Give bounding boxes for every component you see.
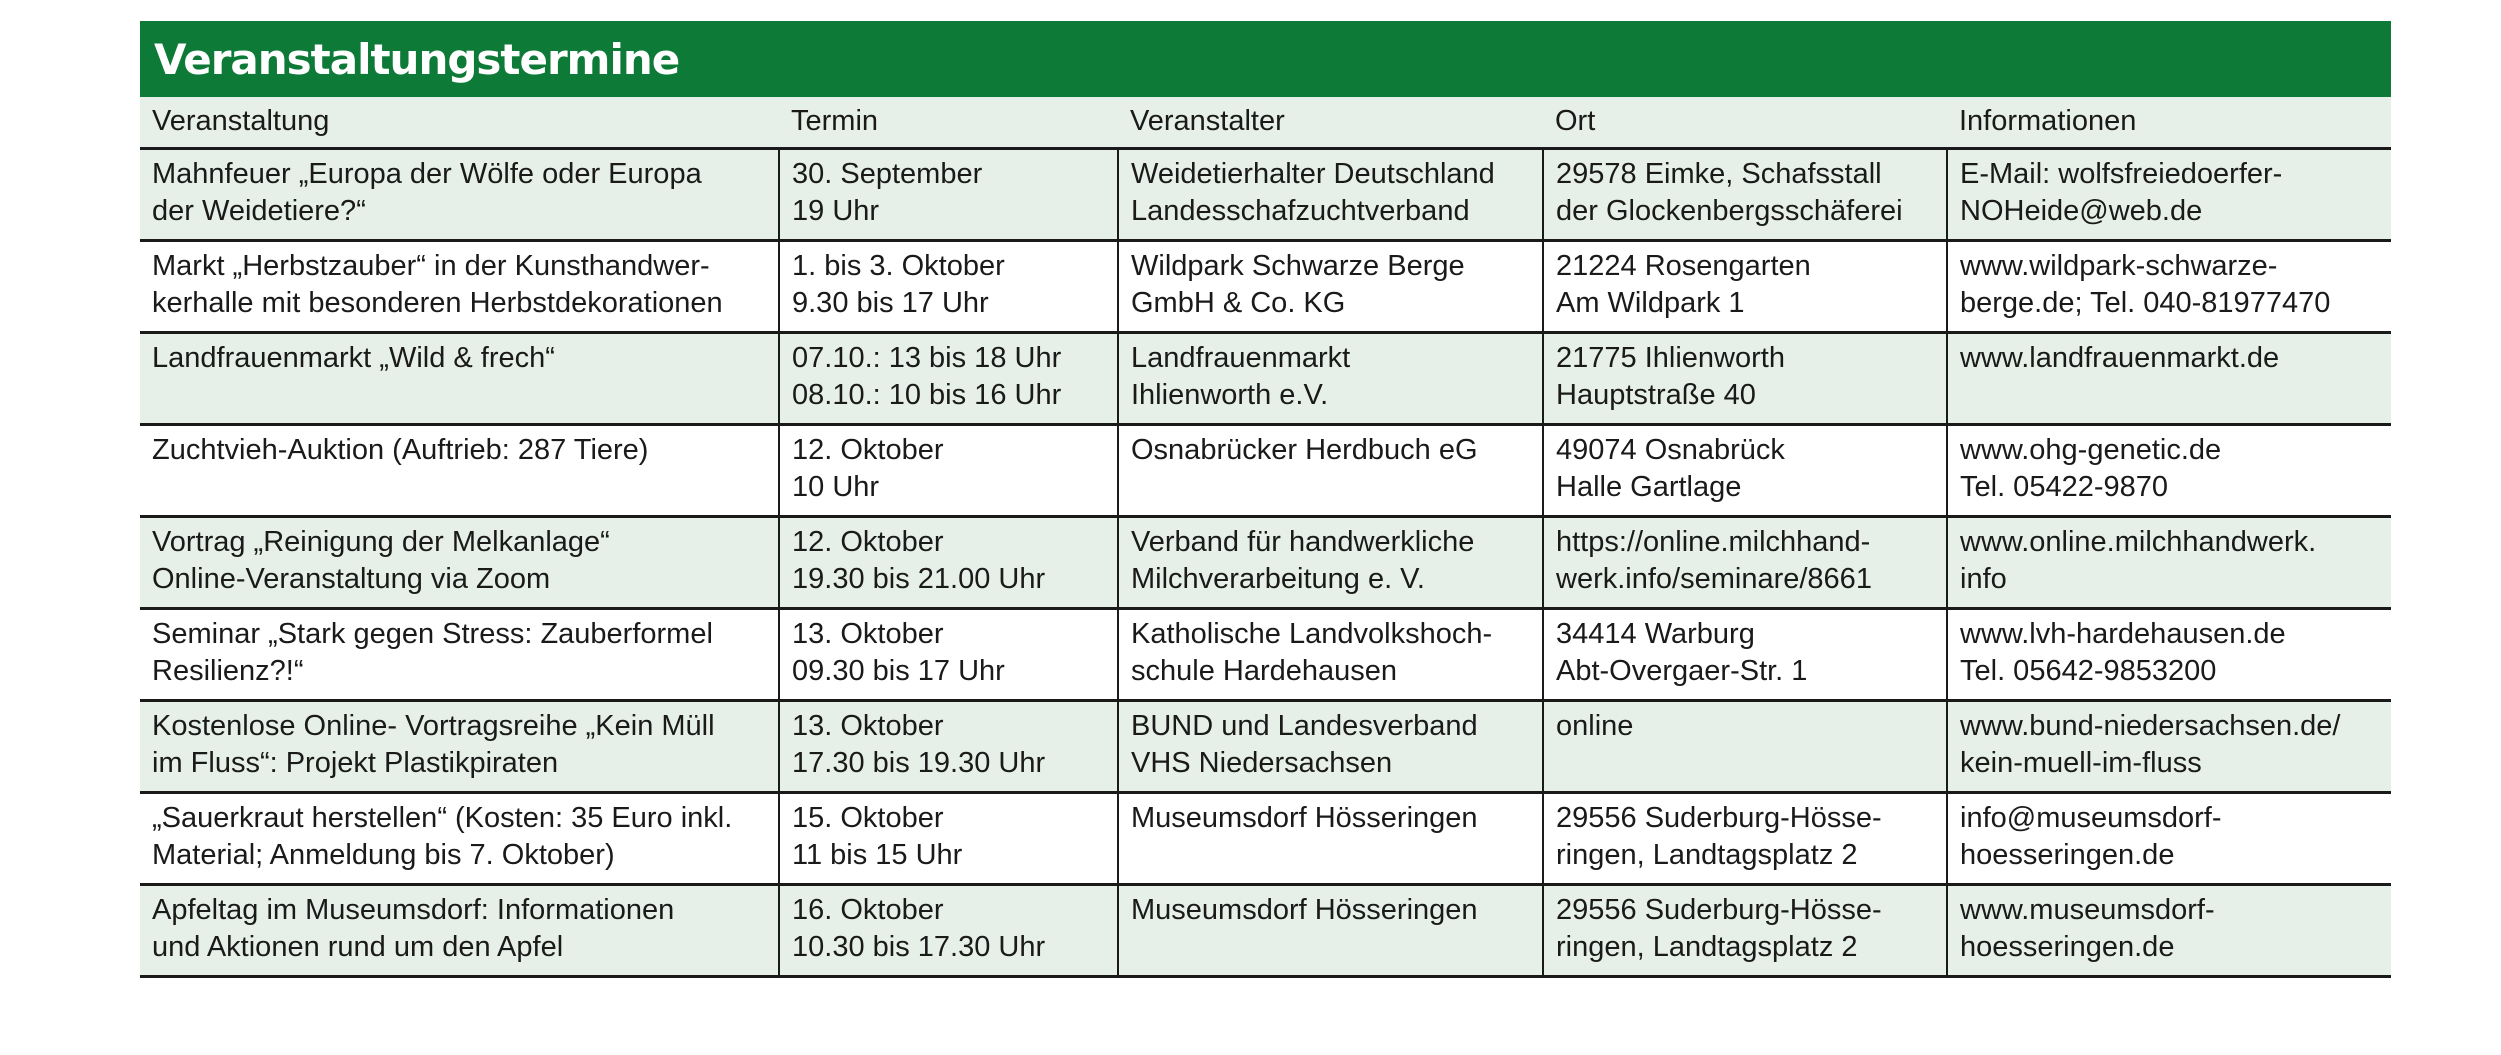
cell-veranstalter: Weidetierhalter Deutschland Landesschafzuchtverband [1118,148,1543,240]
column-header-veranstalter: Veranstalter [1118,97,1543,148]
table-row [140,792,2391,884]
cell-ort: 29556 Suderburg-Hösse- ringen, Landtagsplatz 2 [1543,792,1947,884]
cell-informationen: www.landfrauenmarkt.de [1947,332,2391,424]
cell-informationen: E-Mail: wolfsfreiedoerfer- NOHeide@web.de [1947,148,2391,240]
cell-informationen: www.bund-niedersachsen.de/ kein-muell-im-fluss [1947,700,2391,792]
cell-veranstaltung: Apfeltag im Museumsdorf: Informationen und Aktionen rund um den Apfel [140,884,779,976]
cell-veranstaltung: „Sauerkraut herstellen“ (Kosten: 35 Euro inkl. Material; Anmeldung bis 7. Oktober) [140,792,779,884]
cell-termin: 13. Oktober 17.30 bis 19.30 Uhr [779,700,1118,792]
cell-veranstaltung: Markt „Herbstzauber“ in der Kunsthandwer- kerhalle mit besonderen Herbstdekorationen [140,240,779,332]
header-row [140,97,2391,148]
cell-veranstalter: Verband für handwerkliche Milchverarbeitung e. V. [1118,516,1543,608]
cell-veranstalter: Osnabrücker Herdbuch eG [1118,424,1543,516]
cell-termin: 13. Oktober 09.30 bis 17 Uhr [779,608,1118,700]
cell-informationen: www.online.milchhandwerk. info [1947,516,2391,608]
column-header-veranstaltung: Veranstaltung [140,97,779,148]
column-header-ort: Ort [1543,97,1947,148]
cell-ort: online [1543,700,1947,792]
cell-informationen: info@museumsdorf- hoesseringen.de [1947,792,2391,884]
cell-veranstaltung: Vortrag „Reinigung der Melkanlage“ Online-Veranstaltung via Zoom [140,516,779,608]
cell-veranstaltung: Seminar „Stark gegen Stress: Zauberformel Resilienz?!“ [140,608,779,700]
cell-informationen: www.ohg-genetic.de Tel. 05422-9870 [1947,424,2391,516]
cell-termin: 12. Oktober 10 Uhr [779,424,1118,516]
table-row [140,332,2391,424]
cell-ort: 21224 Rosengarten Am Wildpark 1 [1543,240,1947,332]
cell-informationen: www.wildpark-schwarze- berge.de; Tel. 040-81977470 [1947,240,2391,332]
cell-veranstalter: Wildpark Schwarze Berge GmbH & Co. KG [1118,240,1543,332]
cell-informationen: www.lvh-hardehausen.de Tel. 05642-9853200 [1947,608,2391,700]
cell-termin: 1. bis 3. Oktober 9.30 bis 17 Uhr [779,240,1118,332]
table-row [140,516,2391,608]
cell-termin: 15. Oktober 11 bis 15 Uhr [779,792,1118,884]
cell-veranstaltung: Landfrauenmarkt „Wild & frech“ [140,332,779,424]
table-row [140,240,2391,332]
cell-ort: 34414 Warburg Abt-Overgaer-Str. 1 [1543,608,1947,700]
cell-ort: 21775 Ihlienworth Hauptstraße 40 [1543,332,1947,424]
table-title: Veranstaltungstermine [154,34,680,84]
events-table [140,97,2391,978]
cell-informationen: www.museumsdorf- hoesseringen.de [1947,884,2391,976]
cell-veranstalter: BUND und Landesverband VHS Niedersachsen [1118,700,1543,792]
cell-termin: 16. Oktober 10.30 bis 17.30 Uhr [779,884,1118,976]
column-header-informationen: Informationen [1947,97,2391,148]
cell-termin: 07.10.: 13 bis 18 Uhr 08.10.: 10 bis 16 Uhr [779,332,1118,424]
cell-termin: 30. September 19 Uhr [779,148,1118,240]
events-table-container [140,21,2391,978]
cell-veranstalter: Landfrauenmarkt Ihlienworth e.V. [1118,332,1543,424]
cell-ort: 29556 Suderburg-Hösse- ringen, Landtagsplatz 2 [1543,884,1947,976]
cell-veranstaltung: Kostenlose Online- Vortragsreihe „Kein Müll im Fluss“: Projekt Plastikpiraten [140,700,779,792]
cell-ort: 49074 Osnabrück Halle Gartlage [1543,424,1947,516]
cell-ort: 29578 Eimke, Schafsstall der Glockenbergsschäferei [1543,148,1947,240]
cell-veranstalter: Museumsdorf Hösseringen [1118,792,1543,884]
table-row [140,884,2391,976]
table-row [140,700,2391,792]
cell-veranstalter: Katholische Landvolkshoch- schule Hardehausen [1118,608,1543,700]
column-header-termin: Termin [779,97,1118,148]
cell-veranstalter: Museumsdorf Hösseringen [1118,884,1543,976]
cell-veranstaltung: Mahnfeuer „Europa der Wölfe oder Europa der Weidetiere?“ [140,148,779,240]
cell-veranstaltung: Zuchtvieh-Auktion (Auftrieb: 287 Tiere) [140,424,779,516]
cell-termin: 12. Oktober 19.30 bis 21.00 Uhr [779,516,1118,608]
table-row [140,424,2391,516]
cell-ort: https://online.milchhand- werk.info/seminare/8661 [1543,516,1947,608]
table-row [140,608,2391,700]
title-bar [140,21,2391,97]
table-row [140,148,2391,240]
